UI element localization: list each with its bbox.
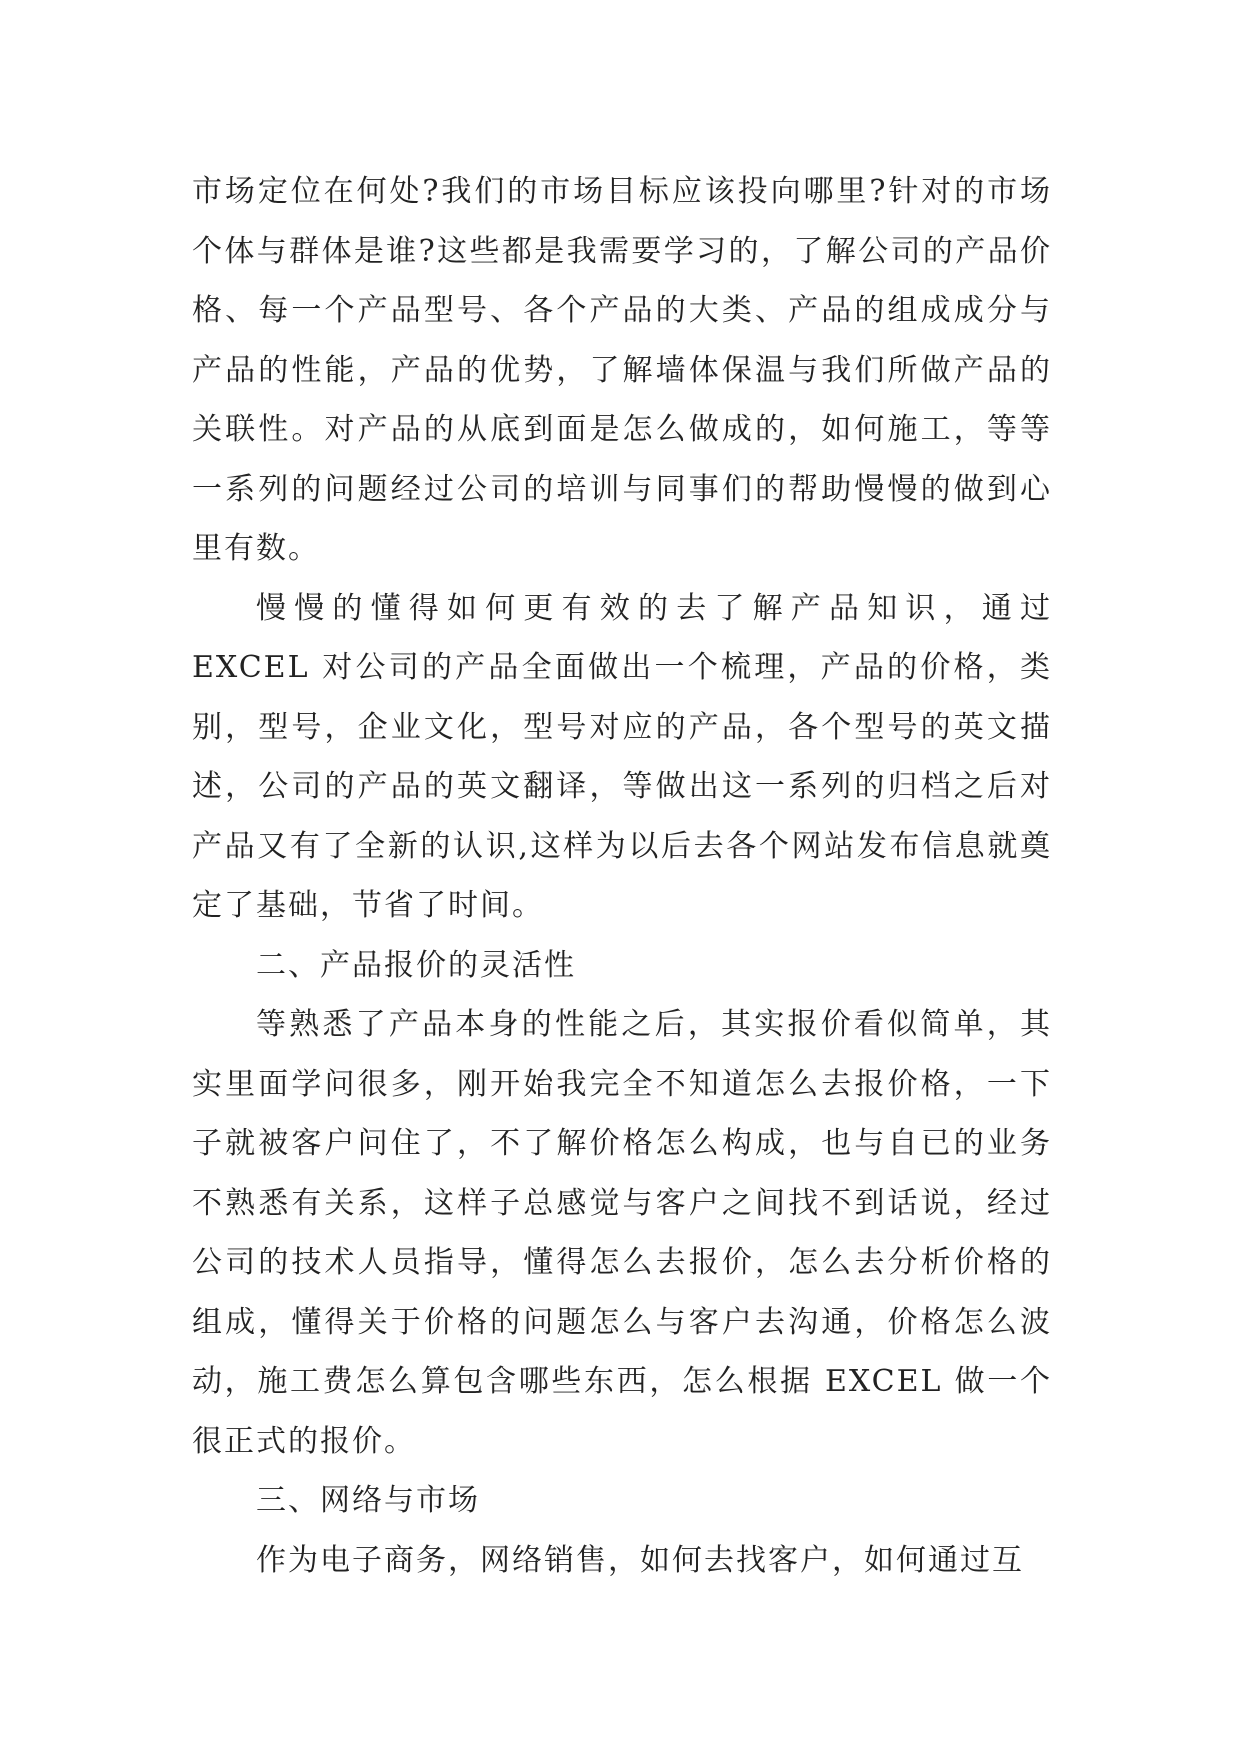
section-heading-pricing-flexibility: 二、产品报价的灵活性 [256, 947, 576, 983]
paragraph-pricing: 等熟悉了产品本身的性能之后，其实报价看似简单，其实里面学问很多，刚开始我完全不知道怎么去报价格，一下子就被客户问住了，不了解价格怎么构成，也与自已的业务不熟悉有关系，这样子总感觉与客户之间找不到话说，经过公司的技术人员指导，懂得怎么去报价，怎么去分析价格的组成，懂得关于价格的问题怎么与客户去沟通，价格怎么波动，施工费怎么算包含哪些东西，怎么根据 EXCEL 做一个很正式的报价。 [192, 1007, 1052, 1459]
paragraph-product-knowledge: 慢慢的懂得如何更有效的去了解产品知识，通过 EXCEL 对公司的产品全面做出一个梳理，产品的价格，类别，型号，企业文化，型号对应的产品，各个型号的英文描述，公司的产品的英文翻译，等做出这一系列的归档之后对产品又有了全新的认识,这样为以后去各个网站发布信息就奠定了基础，节省了时间。 [192, 590, 1052, 923]
paragraph-market-positioning: 市场定位在何处?我们的市场目标应该投向哪里?针对的市场个体与群体是谁?这些都是我需要学习的，了解公司的产品价格、每一个产品型号、各个产品的大类、产品的组成成分与产品的性能，产品的优势，了解墙体保温与我们所做产品的关联性。对产品的从底到面是怎么做成的，如何施工，等等一系列的问题经过公司的培训与同事们的帮助慢慢的做到心里有数。 [192, 174, 1052, 566]
document-body [192, 162, 1052, 1590]
section-heading-network-and-market: 三、网络与市场 [256, 1483, 480, 1518]
paragraph-ecommerce: 作为电子商务，网络销售，如何去找客户，如何通过互 [256, 1542, 1024, 1578]
